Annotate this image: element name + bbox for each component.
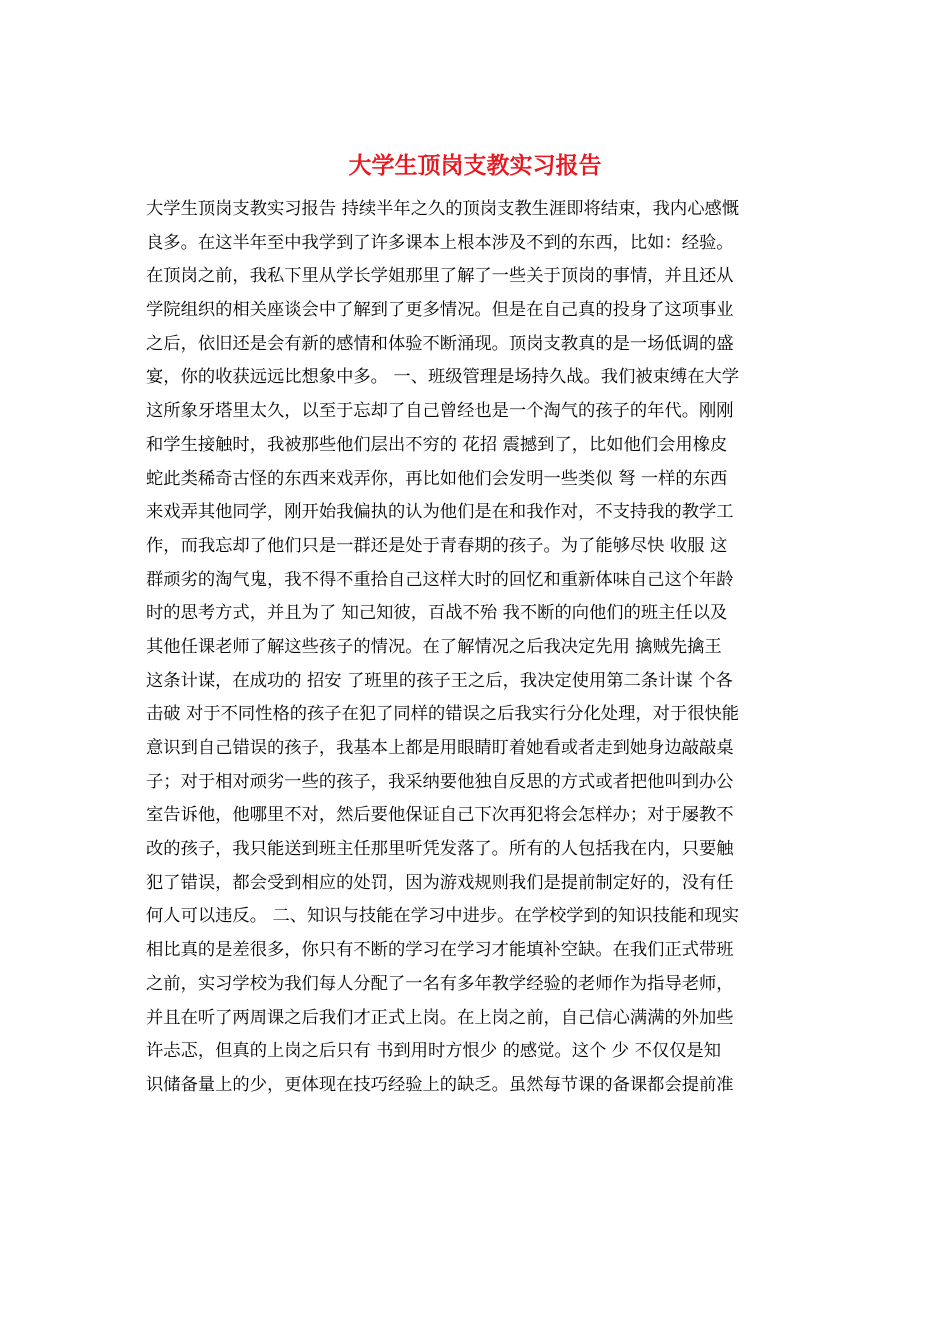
body-text-line: 和学生接触时，我被那些他们层出不穷的 花招 震撼到了，比如他们会用橡皮	[146, 434, 728, 455]
body-text-line: 这所象牙塔里太久，以至于忘却了自己曾经也是一个淘气的孩子的年代。刚刚	[146, 401, 734, 422]
body-text-line: 之前，实习学校为我们每人分配了一名有多年教学经验的老师作为指导老师，	[146, 973, 734, 994]
body-text-line: 作，而我忘却了他们只是一群还是处于青春期的孩子。为了能够尽快 收服 这	[146, 535, 728, 556]
body-text-line: 相比真的是差很多，你只有不断的学习在学习才能填补空缺。在我们正式带班	[146, 940, 734, 961]
body-text-line: 意识到自己错误的孩子，我基本上都是用眼睛盯着她看或者走到她身边敲敲桌	[146, 738, 734, 758]
body-text-line: 来戏弄其他同学，刚开始我偏执的认为他们是在和我作对，不支持我的教学工	[146, 502, 734, 523]
body-text-line: 子；对于相对顽劣一些的孩子，我采纳要他独自反思的方式或者把他叫到办公	[146, 771, 734, 792]
body-text-line: 良多。在这半年至中我学到了许多课本上根本涉及不到的东西，比如：经验。	[146, 232, 734, 253]
body-text-line: 犯了错误，都会受到相应的处罚，因为游戏规则我们是提前制定好的，没有任	[146, 872, 734, 893]
document-body	[146, 193, 808, 1103]
body-text-line: 改的孩子，我只能送到班主任那里听凭发落了。所有的人包括我在内，只要触	[146, 839, 734, 860]
body-text-line: 之后，依旧还是会有新的感情和体验不断涌现。顶岗支教真的是一场低调的盛	[146, 333, 734, 354]
body-text-line: 宴，你的收获远远比想象中多。 一、班级管理是场持久战。我们被束缚在大学	[146, 367, 740, 388]
body-text-line: 识储备量上的少，更体现在技巧经验上的缺乏。虽然每节课的备课都会提前准	[146, 1074, 734, 1095]
body-text-line: 许忐忑，但真的上岗之后只有 书到用时方恨少 的感觉。这个 少 不仅仅是知	[146, 1041, 721, 1062]
body-text-line: 室告诉他，他哪里不对，然后要他保证自己下次再犯将会怎样办；对于屡教不	[146, 805, 734, 826]
body-text-line: 蛇此类稀奇古怪的东西来戏弄你，再比如他们会发明一些类似 弩 一样的东西	[146, 468, 728, 489]
body-text-line: 这条计谋，在成功的 招安 了班里的孩子王之后，我决定使用第二条计谋 个各	[146, 670, 733, 691]
body-text-line: 并且在听了两周课之后我们才正式上岗。在上岗之前，自己信心满满的外加些	[146, 1007, 734, 1028]
body-text-line: 其他任课老师了解这些孩子的情况。在了解情况之后我决定先用 擒贼先擒王	[146, 636, 722, 657]
body-text-line: 大学生顶岗支教实习报告 持续半年之久的顶岗支教生涯即将结束，我内心感慨	[146, 199, 740, 219]
body-text-line: 击破 对于不同性格的孩子在犯了同样的错误之后我实行分化处理，对于很快能	[146, 704, 740, 725]
body-text-line: 时的思考方式，并且为了 知己知彼，百战不殆 我不断的向他们的班主任以及	[146, 603, 728, 624]
body-text-line: 群顽劣的淘气鬼，我不得不重拾自己这样大时的回忆和重新体味自己这个年龄	[146, 569, 734, 590]
body-text-line: 学院组织的相关座谈会中了解到了更多情况。但是在自己真的投身了这项事业	[146, 300, 734, 321]
document-title: 大学生顶岗支教实习报告	[348, 152, 602, 179]
body-text-line: 何人可以违反。 二、知识与技能在学习中进步。在学校学到的知识技能和现实	[146, 906, 740, 927]
body-text-line: 在顶岗之前，我私下里从学长学姐那里了解了一些关于顶岗的事情，并且还从	[146, 266, 734, 287]
